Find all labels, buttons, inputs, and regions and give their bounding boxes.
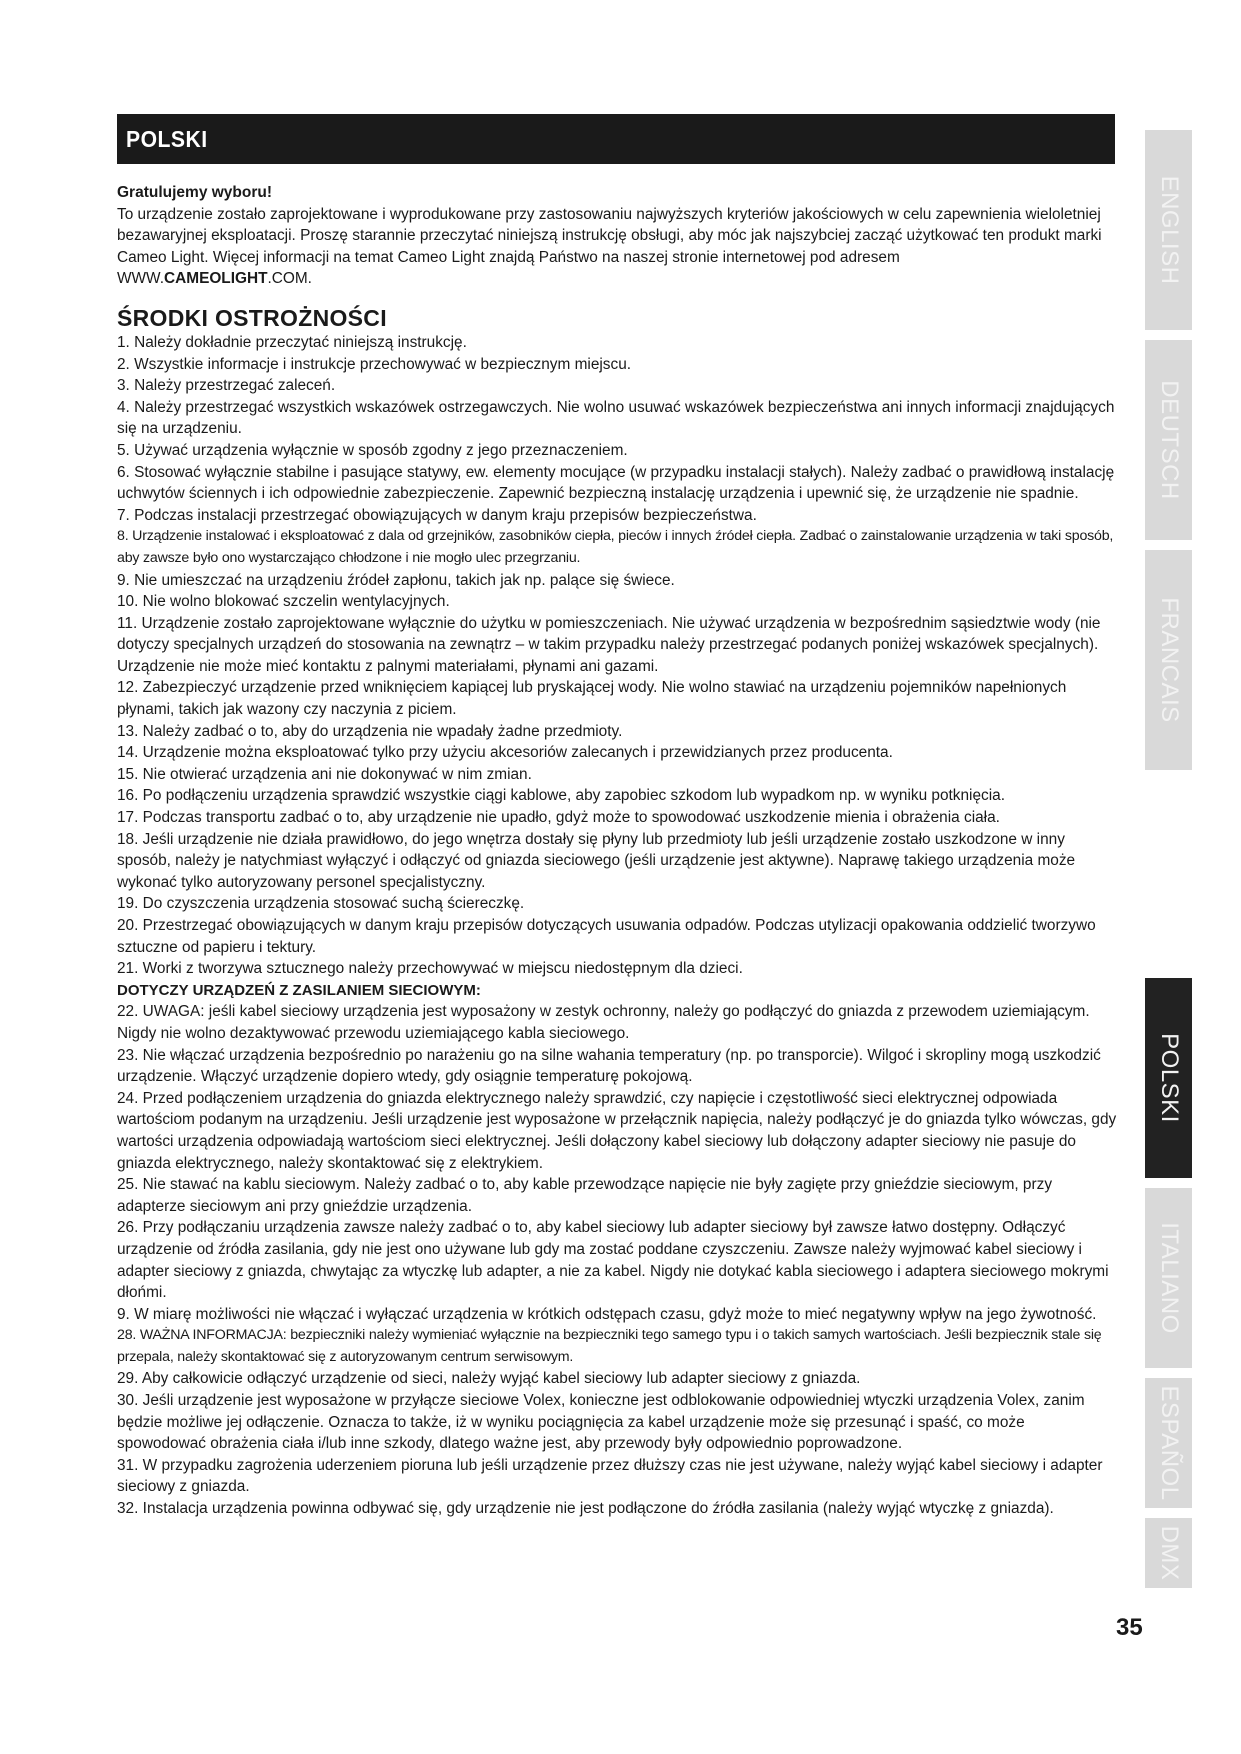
mains-item: 30. Jeśli urządzenie jest wyposażone w przyłącze sieciowe Volex, konieczne jest odblokowanie odpowiedniej wtyczki urządzenia Volex, zanim będzie możliwe jej odłączenie. Oznacza to także, iż w wyniku pociągnięcia za kabel urządzenie może się przesunąć i spaść, co może spowodować obrażenia ciała i/lub inne szkody, dlatego ważne jest, aby przewody były odpowiednio poprowadzone. [117,1392,1085,1453]
mains-item: 22. UWAGA: jeśli kabel sieciowy urządzenia jest wyposażony w zestyk ochronny, należy go podłączyć do gniazda z przewodem uziemiającym. Nigdy nie wolno dezaktywować przewodu uziemiającego kabla sieciowego. [117,1003,1090,1042]
mains-item: 9. W miarę możliwości nie włączać i wyłączać urządzenia w krótkich odstępach czasu, gdyż może to mieć negatywny wpływ na jego żywotność. [117,1305,1097,1323]
tab-francais-label: FRANCAIS [1155,597,1183,723]
tab-dmx[interactable] [1145,1518,1192,1588]
precautions-heading: ŚRODKI OSTROŻNOŚCI [117,304,387,331]
tab-english-label: ENGLISH [1155,175,1183,285]
precaution-item: 1. Należy dokładnie przeczytać niniejszą instrukcję. [117,333,467,351]
tab-polski-label: POLSKI [1155,1033,1183,1123]
tab-espanol-label: ESPAÑOL [1155,1385,1183,1501]
precaution-item: 16. Po podłączeniu urządzenia sprawdzić wszystkie ciągi kablowe, aby zapobiec szkodom lub wypadkom np. w wyniku potknięcia. [117,787,1005,805]
precaution-item: 14. Urządzenie można eksploatować tylko przy użyciu akcesoriów zalecanych i przewidzianych przez producenta. [117,744,893,762]
precaution-item: 10. Nie wolno blokować szczelin wentylacyjnych. [117,593,450,611]
tab-italiano[interactable] [1145,1188,1192,1368]
url-suffix: .COM. [267,270,312,288]
tab-dmx-label: DMX [1155,1525,1183,1581]
main-content [117,182,1117,1520]
tab-espanol[interactable] [1145,1378,1192,1508]
intro-text: To urządzenie zostało zaprojektowane i wyprodukowane przy zastosowaniu najwyższych kryteriów jakościowych w celu zapewnienia wieloletniej bezawaryjnej eksploatacji. Proszę starannie przeczytać niniejszą instrukcję obsługi, aby móc jak najszybciej zacząć użytkować ten produkt marki Cameo Light. Więcej informacji na temat Cameo Light znajdą Państwo na naszej stronie internetowej pod adresem [117,205,1102,266]
url-prefix: WWW. [117,270,165,288]
precaution-item: 15. Nie otwierać urządzenia ani nie dokonywać w nim zmian. [117,765,532,783]
precaution-item: 12. Zabezpieczyć urządzenie przed wniknięciem kapiącej lub pryskającej wody. Nie wolno stawiać na urządzeniu pojemników napełnionych płynami, takich jak wazony czy naczynia z piciem. [117,679,1067,719]
tab-deutsch[interactable] [1145,340,1192,540]
precaution-item: 2. Wszystkie informacje i instrukcje przechowywać w bezpiecznym miejscu. [117,355,632,373]
precaution-item: 18. Jeśli urządzenie nie działa prawidłowo, do jego wnętrza dostały się płyny lub przedmioty lub jeśli urządzenie zostało uszkodzone w inny sposób, należy je natychmiast wyłączyć i odłączyć od gniazda sieciowego (jeśli urządzenie jest aktywne). Naprawę takiego urządzenia może wykonać tylko autoryzowany personel specjalistyczny. [117,830,1076,891]
tab-deutsch-label: DEUTSCH [1155,380,1183,500]
precaution-item: 3. Należy przestrzegać zaleceń. [117,377,336,395]
url-brand: CAMEOLIGHT [164,270,268,288]
mains-item: 28. WAŻNA INFORMACJA: bezpieczniki należy wymieniać wyłącznie na bezpieczniki tego samego typu i o takich samych wartościach. Jeśli bezpiecznik stale się przepala, należy skontaktować się z autoryzowanym centrum serwisowym. [117,1327,1102,1365]
mains-item: 26. Przy podłączaniu urządzenia zawsze należy zadbać o to, aby kabel sieciowy lub adapter sieciowy był zawsze łatwo dostępny. Odłączyć urządzenie od źródła zasilania, gdy nie jest ono używane lub gdy ma zostać poddane czyszczeniu. Zawsze należy wyjmować kabel sieciowy i adapter sieciowy z gniazda, chwytając za wtyczkę lub adapter, a nie za kabel. Nigdy nie dotykać kabla sieciowego i adaptera sieciowego mokrymi dłońmi. [117,1219,1109,1302]
tab-francais[interactable] [1145,550,1192,770]
mains-heading: DOTYCZY URZĄDZEŃ Z ZASILANIEM SIECIOWYM: [117,981,481,999]
intro-heading: Gratulujemy wyboru! [117,184,273,201]
mains-item: 29. Aby całkowicie odłączyć urządzenie od sieci, należy wyjąć kabel sieciowy lub adapter sieciowy z gniazda. [117,1370,861,1388]
precaution-item: 6. Stosować wyłącznie stabilne i pasujące statywy, ew. elementy mocujące (w przypadku instalacji stałych). Należy zadbać o prawidłową instalację uchwytów ściennych i ich odpowiednie zabezpieczenie. Zapewnić bezpieczną instalację urządzenia i upewnić się, że urządzenie nie spadnie. [117,463,1115,503]
precaution-item: 19. Do czyszczenia urządzenia stosować suchą ściereczkę. [117,895,525,913]
precaution-item: 5. Używać urządzenia wyłącznie w sposób zgodny z jego przeznaczeniem. [117,441,628,459]
precaution-item: 13. Należy zadbać o to, aby do urządzenia nie wpadały żadne przedmioty. [117,722,623,740]
mains-item: 23. Nie włączać urządzenia bezpośrednio po narażeniu go na silne wahania temperatury (np. po transporcie). Wilgoć i skropliny mogą uszkodzić urządzenie. Włączyć urządzenie dopiero wtedy, gdy osiągnie temperaturę pokojową. [117,1046,1101,1086]
language-header-bar [117,114,1115,164]
website-link[interactable] [117,270,312,287]
precaution-item: 20. Przestrzegać obowiązujących w danym kraju przepisów dotyczących usuwania odpadów. Podczas utylizacji opakowania oddzielić tworzywo sztuczne od papieru i tektury. [117,917,1096,956]
page-number: 35 [1116,1614,1143,1641]
tab-english[interactable] [1145,130,1192,330]
mains-item: 32. Instalacja urządzenia powinna odbywać się, gdy urządzenie nie jest podłączone do źródła zasilania (należy wyjąć wtyczkę z gniazda). [117,1500,1054,1518]
intro-paragraph [117,204,1117,290]
precaution-item: 17. Podczas transportu zadbać o to, aby urządzenie nie upadło, gdyż może to spowodować uszkodzenie mienia i obrażenia ciała. [117,809,1000,827]
precautions-list [117,332,1117,980]
precaution-item: 21. Worki z tworzywa sztucznego należy przechowywać w miejscu niedostępnym dla dzieci. [117,960,743,978]
mains-list [117,1001,1117,1519]
precaution-item: 4. Należy przestrzegać wszystkich wskazówek ostrzegawczych. Nie wolno usuwać wskazówek bezpieczeństwa ani innych informacji znajdujących się na urządzeniu. [117,398,1115,438]
tab-italiano-label: ITALIANO [1155,1222,1183,1334]
precaution-item: 7. Podczas instalacji przestrzegać obowiązujących w danym kraju przepisów bezpieczeństwa. [117,506,757,524]
mains-item: 24. Przed podłączeniem urządzenia do gniazda elektrycznego należy sprawdzić, czy napięcie i częstotliwość sieci elektrycznej odpowiada wartościom podanym na urządzeniu. Jeśli urządzenie jest wyposażone w przełącznik napięcia, należy podłączyć je do gniazda tylko wówczas, gdy wartości urządzenia odpowiadają wartościom sieci elektrycznej. Jeśli dołączony kabel sieciowy lub dołączony adapter sieciowy nie pasuje do gniazda elektrycznego, należy skontaktować się z elektrykiem. [117,1089,1117,1172]
mains-item: 25. Nie stawać na kablu sieciowym. Należy zadbać o to, aby kable przewodzące napięcie nie były zagięte przy gnieździe sieciowym, przy adapterze sieciowym ani przy gnieździe urządzenia. [117,1176,1053,1215]
precaution-item: 8. Urządzenie instalować i eksploatować z dala od grzejników, zasobników ciepła, pieców i innych źródeł ciepła. Zadbać o zainstalowanie urządzenia w taki sposób, aby zawsze było ono wystarczająco chłodzone i nie mogło ulec przegrzaniu. [117,528,1114,566]
mains-item: 31. W przypadku zagrożenia uderzeniem pioruna lub jeśli urządzenie przez dłuższy czas nie jest używane, należy wyjąć kabel sieciowy i adapter sieciowy z gniazda. [117,1456,1103,1496]
section-title: POLSKI [126,126,208,152]
tab-polski[interactable] [1145,978,1192,1178]
precaution-item: 11. Urządzenie zostało zaprojektowane wyłącznie do użytku w pomieszczeniach. Nie używać urządzenia w bezpośrednim sąsiedztwie wody (nie dotyczy specjalnych urządzeń do stosowania na zewnątrz – w takim przypadku należy przestrzegać podanych poniżej wskazówek specjalnych). Urządzenie nie może mieć kontaktu z palnymi materiałami, płynami ani gazami. [117,614,1101,675]
precaution-item: 9. Nie umieszczać na urządzeniu źródeł zapłonu, takich jak np. palące się świece. [117,571,675,589]
